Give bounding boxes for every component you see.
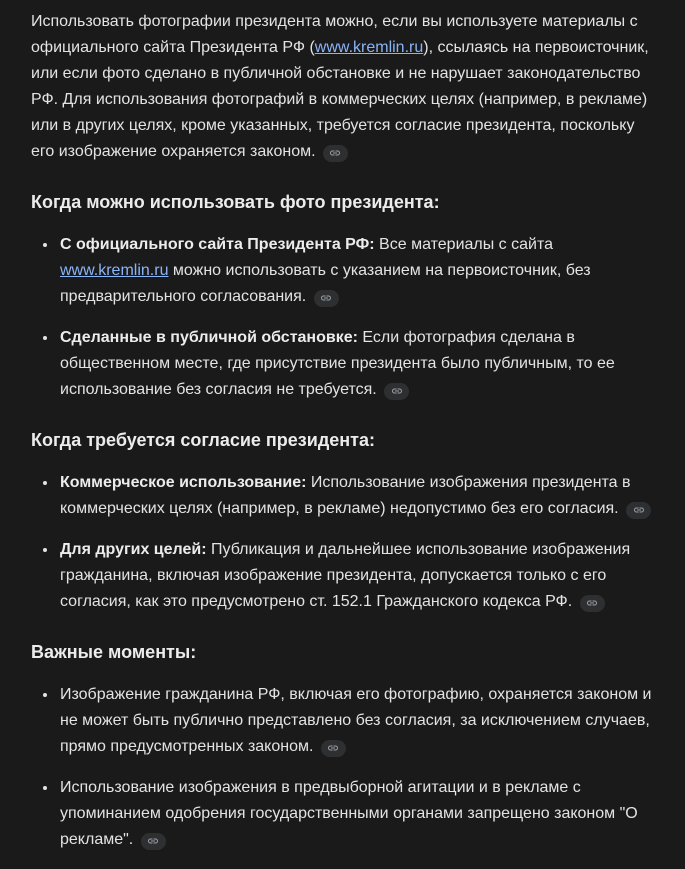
- item-text: Публикация и дальнейшее использование изображения гражданина, включая изображение президента, допускается только с его согласия, как это предусмотрено ст. 152.1 Гражданского кодекса РФ.: [60, 541, 631, 610]
- intro-text-before-link: Использовать фотографии президента можно, если вы используете материалы с официального сайта Президента РФ (: [31, 13, 638, 56]
- section-heading-consent-required: Когда требуется согласие президента:: [31, 430, 375, 450]
- citation-badge[interactable]: [141, 833, 166, 850]
- link-icon: [320, 292, 332, 304]
- kremlin-link-item[interactable]: www.kremlin.ru: [60, 262, 169, 279]
- intro-text-after-link: ), ссылаясь на первоисточник, или если фото сделано в публичной обстановке и не нарушает законодательство РФ. Для использования фотографий в коммерческих целях (например, в рекламе) или в других целях, кроме указанных, требуется согласие президента, поскольку его изображение охраняется законом.: [31, 39, 649, 160]
- item-text: Изображение гражданина РФ, включая его фотографию, охраняется законом и не может быть публично представлено без согласия, за исключением случаев, прямо предусмотренных законом.: [60, 686, 652, 755]
- item-lead: Для других целей:: [60, 541, 207, 558]
- item-text-before-link: Все материалы с сайта: [374, 236, 554, 253]
- citation-badge[interactable]: [626, 502, 651, 519]
- citation-badge[interactable]: [580, 595, 605, 612]
- link-icon: [391, 385, 403, 397]
- bullet-list-consent-required: [31, 470, 657, 615]
- section-heading-important-notes: Важные моменты:: [31, 642, 197, 662]
- item-text: Если фотография сделана в общественном месте, где присутствие президента было публичным, то ее использование без согласия не требуется.: [60, 329, 615, 398]
- bullet-list-when-allowed: [31, 232, 657, 403]
- list-item: [58, 775, 657, 853]
- link-icon: [329, 147, 341, 159]
- item-text-after-link: можно использовать с указанием на первоисточник, без предварительного согласования.: [60, 262, 591, 305]
- kremlin-link-intro[interactable]: www.kremlin.ru: [314, 39, 424, 56]
- list-item: [58, 537, 657, 615]
- list-item: [58, 682, 657, 760]
- list-item: [58, 325, 657, 403]
- bullet-list-important-notes: [31, 682, 657, 853]
- citation-badge[interactable]: [384, 383, 409, 400]
- intro-paragraph: [31, 9, 657, 165]
- section-heading-when-allowed: Когда можно использовать фото президента:: [31, 192, 440, 212]
- citation-badge[interactable]: [321, 740, 346, 757]
- item-lead: С официального сайта Президента РФ:: [60, 236, 375, 253]
- item-text: Использование изображения президента в коммерческих целях (например, в рекламе) недопустимо без его согласия.: [60, 474, 631, 517]
- link-icon: [586, 597, 598, 609]
- link-icon: [327, 742, 339, 754]
- list-item: [58, 470, 657, 522]
- link-icon: [147, 835, 159, 847]
- item-text: Использование изображения в предвыборной агитации и в рекламе с упоминанием одобрения государственными органами запрещено законом "О рекламе".: [60, 779, 638, 848]
- item-lead: Сделанные в публичной обстановке:: [60, 329, 358, 346]
- citation-badge[interactable]: [323, 145, 348, 162]
- list-item: [58, 232, 657, 310]
- link-icon: [633, 504, 645, 516]
- item-lead: Коммерческое использование:: [60, 474, 307, 491]
- citation-badge[interactable]: [314, 290, 339, 307]
